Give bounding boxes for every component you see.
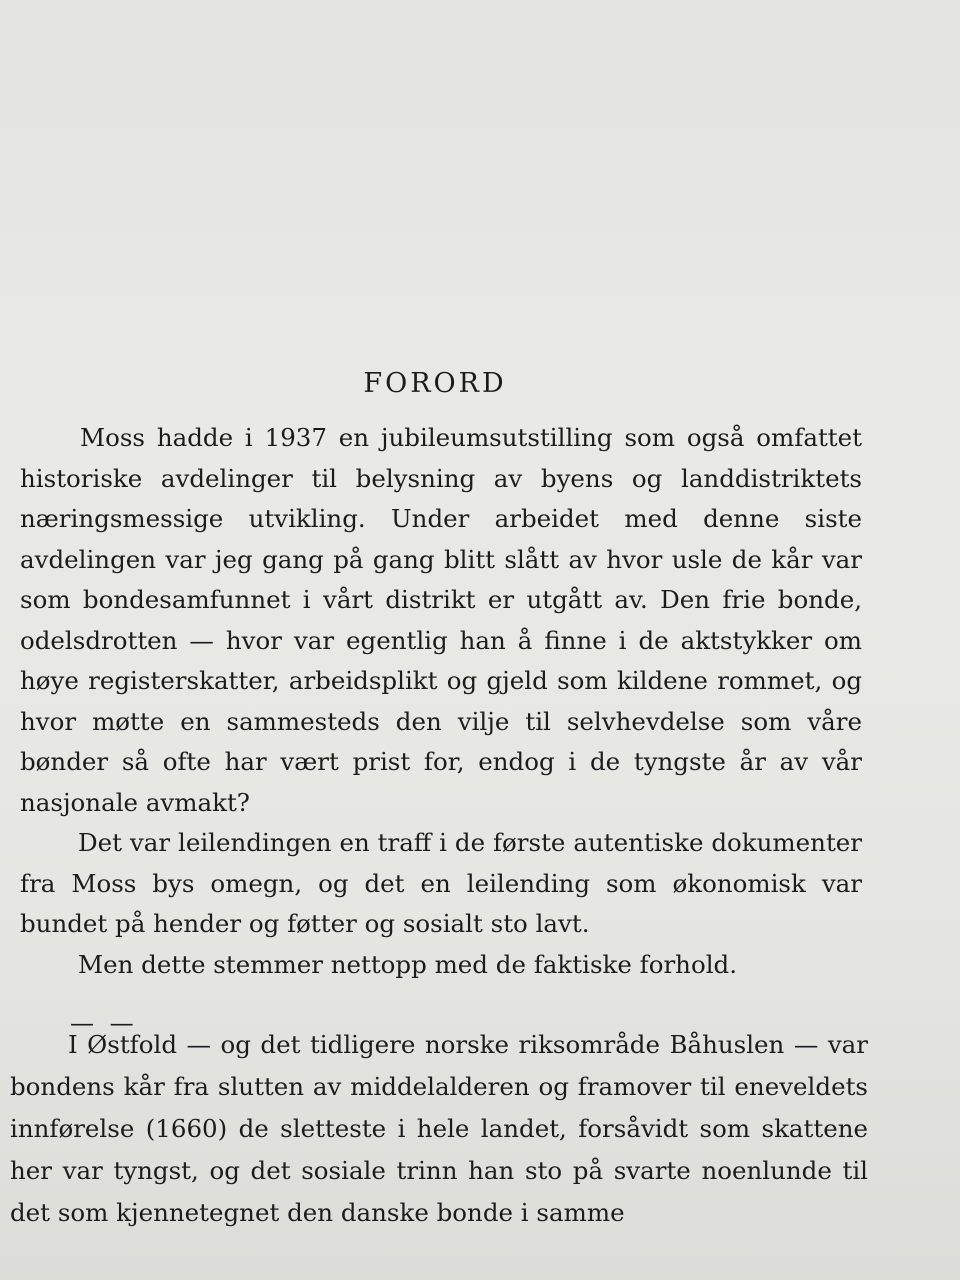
paragraph: Men dette stemmer nettopp med de faktiske forhold. [78, 949, 738, 979]
section-divider [20, 985, 862, 1037]
lower-text [10, 1024, 868, 1234]
page-heading: FORORD [363, 368, 507, 400]
body-text [20, 418, 862, 1037]
paragraph: Det var leilendingen en traff i de første autentiske dokumenter fra Moss bys omegn, og det en leilending som økonomisk var bundet på hender og føtter og sosialt sto lavt. [20, 828, 862, 938]
divider-dashes: — — [70, 1009, 138, 1037]
paragraph: Moss hadde i 1937 en jubileumsutstilling som også omfattet historiske avdelinger til belysning av byens og landdistriktets næringsmessige utvikling. Under arbeidet med denne siste avdelingen var jeg gang på gang blitt slått av hvor usle de kår var som bondesamfunnet i vårt distrikt er utgått av. Den frie bonde, odelsdrotten — hvor var egentlig han å finne i de aktstykker om høye registerskatter, arbeidsplikt og gjeld som kildene rommet, og hvor møtte en sammesteds den vilje til selvhevdelse som våre bønder så ofte har vært prist for, endog i de tyngste år av vår nasjonale avmakt? [20, 423, 862, 817]
paragraph: I Østfold — og det tidligere norske riksområde Båhuslen — var bondens kår fra slutten av middelalderen og framover til eneveldets innførelse (1660) de sletteste i hele landet, forsåvidt som skattene her var tyngst, og det sosiale trinn han sto på svarte noenlunde til det som kjennetegnet den danske bonde i samme [10, 1030, 868, 1227]
